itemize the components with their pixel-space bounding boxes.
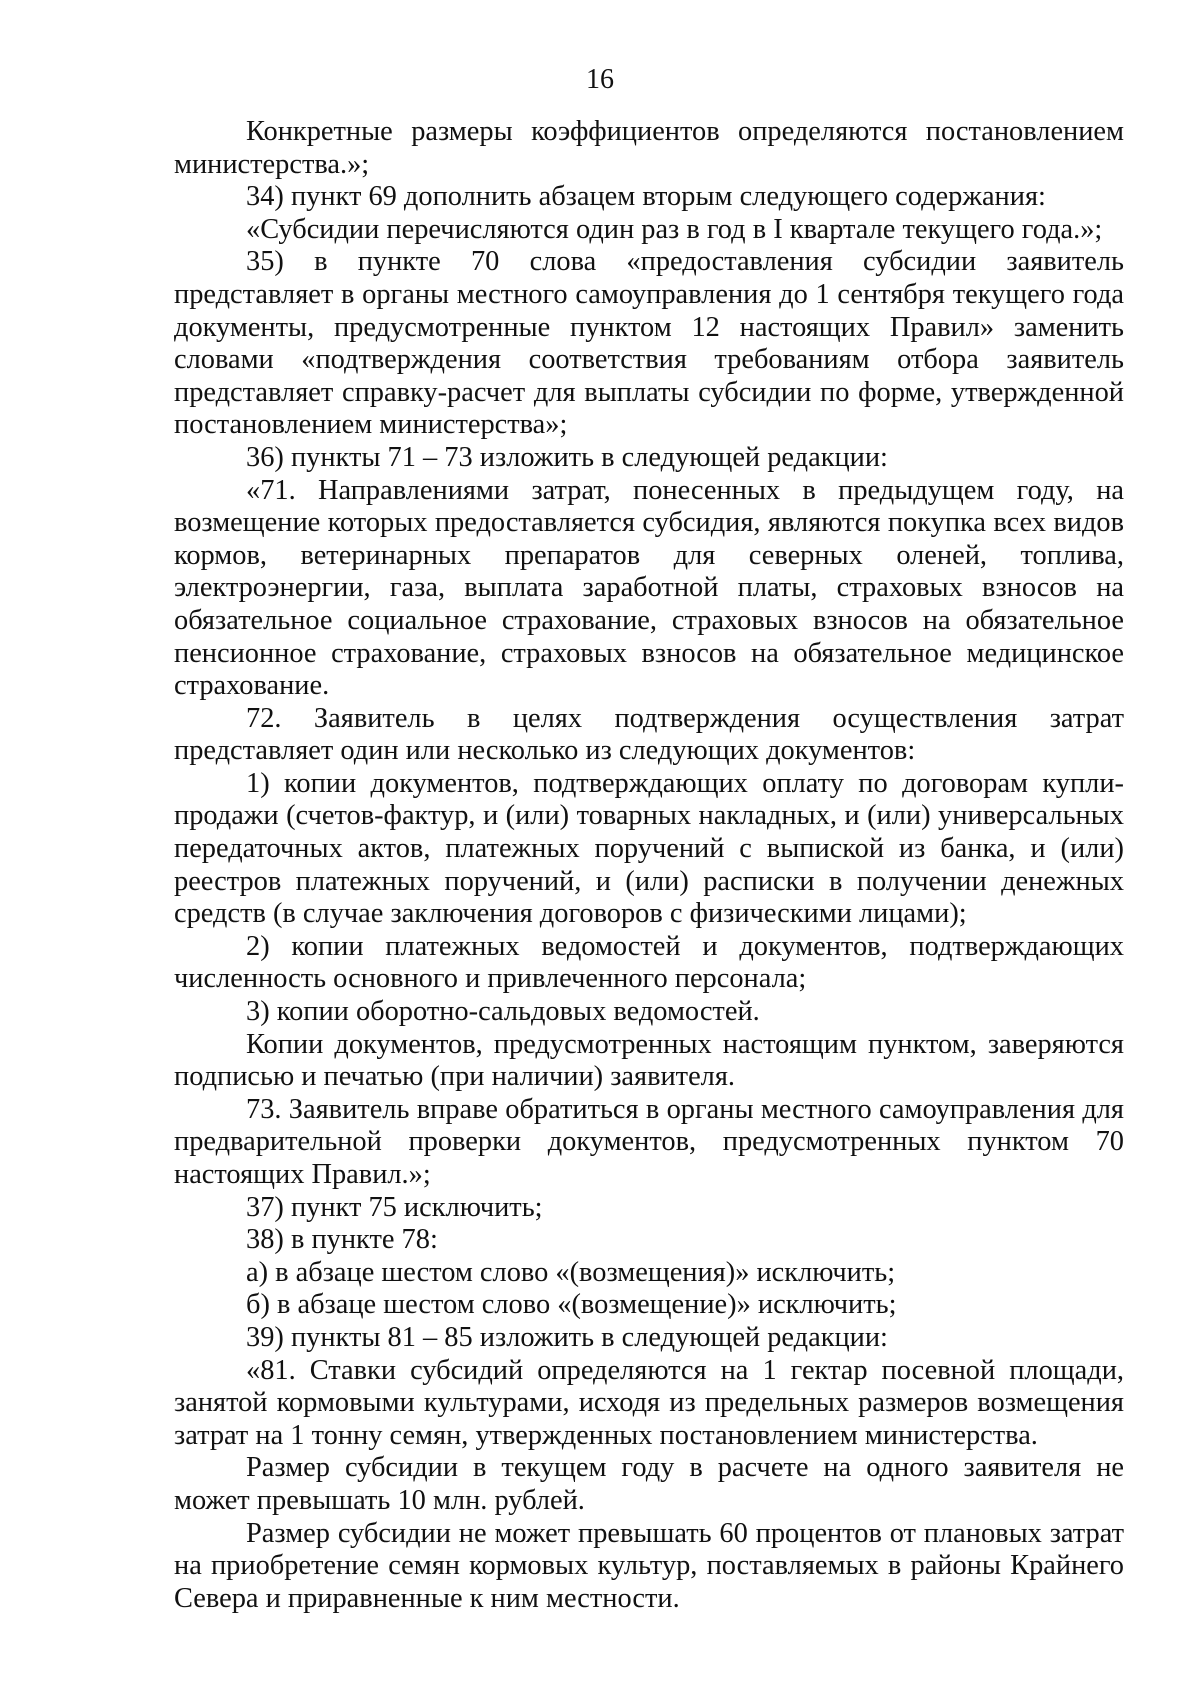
paragraph-subsidy-percent-limit: Размер субсидии не может превышать 60 процентов от плановых затрат на приобретение семян кормовых культур, поставляемых в районы Крайнего Севера и приравненные к ним местности. (174, 1517, 1124, 1614)
paragraph-subsidy-transfer: «Субсидии перечисляются один раз в год в I квартале текущего года.»; (246, 213, 1103, 245)
paragraph-item-38-b: б) в абзаце шестом слово «(возмещение)» исключить; (246, 1289, 897, 1321)
paragraph-point-72: 72. Заявитель в целях подтверждения осуществления затрат представляет один или несколько из следующих документов: (174, 702, 1124, 767)
paragraph-item-37: 37) пункт 75 исключить; (246, 1191, 543, 1223)
document-body (174, 116, 1124, 1615)
paragraph-document-list-2: 2) копии платежных ведомостей и документов, подтверждающих численность основного и привлеченного персонала; (174, 930, 1124, 995)
paragraph-item-38: 38) в пункте 78: (246, 1224, 438, 1256)
paragraph-document-certification: Копии документов, предусмотренных настоящим пунктом, заверяются подписью и печатью (при наличии) заявителя. (174, 1028, 1124, 1093)
paragraph-document-list-1: 1) копии документов, подтверждающих оплату по договорам купли-продажи (счетов-фактур, и (или) товарных накладных, и (или) универсальных передаточных актов, платежных поручений с выпиской из банка, и (или) реестров платежных поручений, и (или) расписки в получении денежных средств (в случае заключения договоров с физическими лицами); (174, 767, 1124, 930)
paragraph-item-34: 34) пункт 69 дополнить абзацем вторым следующего содержания: (246, 181, 1046, 213)
paragraph-point-73: 73. Заявитель вправе обратиться в органы местного самоуправления для предварительной проверки документов, предусмотренных пунктом 70 настоящих Правил.»; (174, 1093, 1124, 1190)
paragraph-subsidy-limit: Размер субсидии в текущем году в расчете на одного заявителя не может превышать 10 млн. рублей. (174, 1452, 1124, 1516)
paragraph-coefficients: Конкретные размеры коэффициентов определяются постановлением министерства.»; (174, 116, 1124, 180)
paragraph-point-71: «71. Направлениями затрат, понесенных в предыдущем году, на возмещение которых предоставляется субсидия, являются покупка всех видов кормов, ветеринарных препаратов для северных оленей, топлива, электроэнергии, газа, выплата заработной платы, страховых взносов на обязательное социальное страхование, страховых взносов на обязательное пенсионное страхование, страховых взносов на обязательное медицинское страхование. (174, 474, 1124, 702)
paragraph-item-35: 35) в пункте 70 слова «предоставления субсидии заявитель представляет в органы местного самоуправления до 1 сентября текущего года документы, предусмотренные пунктом 12 настоящих Правил» заменить словами «подтверждения соответствия требованиям отбора заявитель представляет справку-расчет для выплаты субсидии по форме, утвержденной постановлением министерства»; (174, 246, 1124, 441)
paragraph-item-38-a: а) в абзаце шестом слово «(возмещения)» исключить; (246, 1256, 896, 1288)
paragraph-point-81: «81. Ставки субсидий определяются на 1 гектар посевной площади, занятой кормовыми культурами, исходя из предельных размеров возмещения затрат на 1 тонну семян, утвержденных постановлением министерства. (174, 1354, 1124, 1451)
paragraph-document-list-3: 3) копии оборотно-сальдовых ведомостей. (246, 996, 760, 1028)
paragraph-item-36: 36) пункты 71 – 73 изложить в следующей редакции: (246, 441, 888, 473)
paragraph-item-39: 39) пункты 81 – 85 изложить в следующей редакции: (246, 1321, 888, 1353)
page-number: 16 (586, 64, 614, 95)
